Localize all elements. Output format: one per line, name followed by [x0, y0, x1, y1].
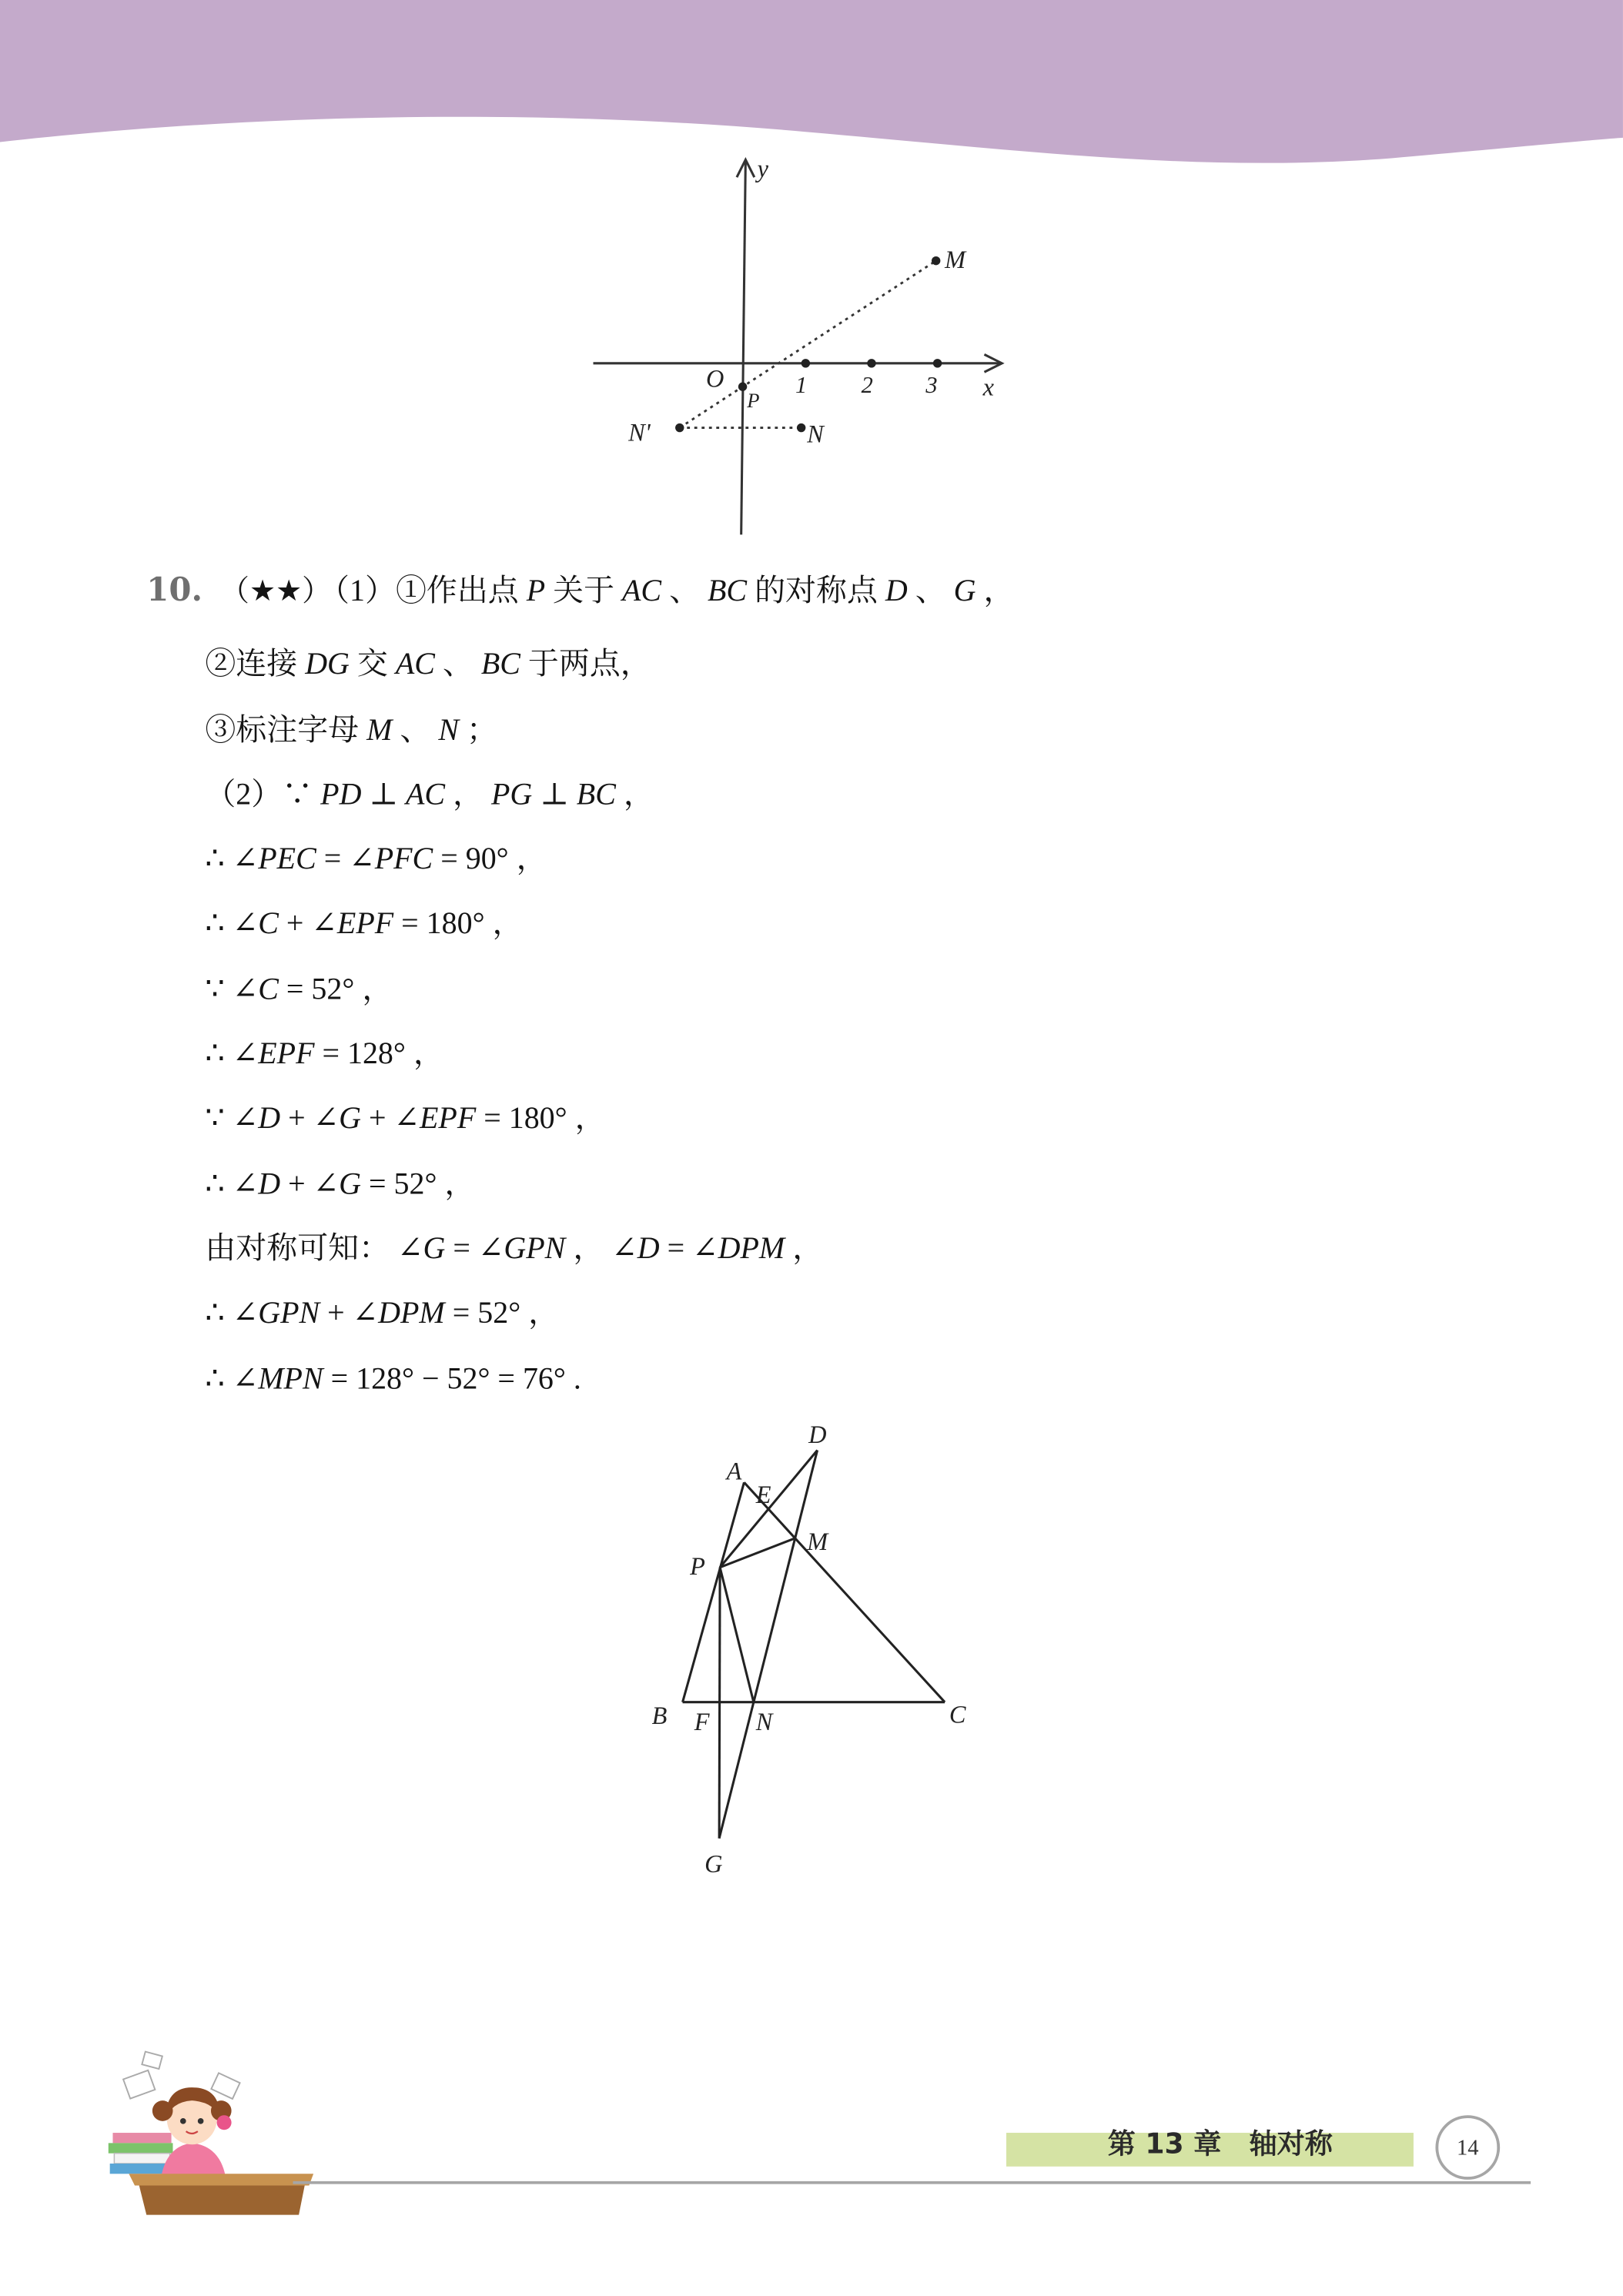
paper-sheet — [142, 2052, 162, 2069]
math-variable: GPN — [504, 1230, 566, 1266]
solution-line — [146, 956, 1014, 1021]
tick-label: 1 — [795, 371, 808, 398]
solution-line — [146, 826, 1014, 891]
solution-text: + ∠ — [280, 1165, 340, 1201]
chapter-title: 第 13 章 轴对称 — [1107, 2127, 1333, 2160]
solution-text: ∴ ∠ — [205, 1360, 259, 1396]
solution-line — [146, 1021, 1014, 1086]
tick-dot — [801, 359, 810, 367]
vertex-label-c: C — [949, 1700, 966, 1729]
solution-text: ②连接 — [205, 646, 306, 682]
segment-pn — [720, 1568, 754, 1702]
vertex-label-m: M — [807, 1527, 828, 1555]
math-variable: EPF — [258, 1036, 315, 1071]
solution-line — [146, 761, 1014, 826]
point-n-prime-dot — [675, 423, 684, 432]
desk-front — [139, 2186, 305, 2215]
page-number: 14 — [1457, 2136, 1479, 2160]
solution-text: + ∠ — [280, 1100, 340, 1136]
segment-ac — [744, 1482, 945, 1702]
solution-text: + ∠ — [278, 905, 337, 942]
math-variable: PEC — [258, 841, 316, 877]
book — [112, 2133, 171, 2143]
eye — [180, 2118, 186, 2124]
segment-ab — [683, 1482, 745, 1702]
point-n-label: N — [807, 420, 824, 448]
header-band — [0, 0, 1623, 163]
solution-line — [146, 1216, 1014, 1280]
point-p-dot — [738, 383, 747, 391]
math-variable: EPF — [420, 1100, 477, 1136]
math-variable: MPN — [258, 1360, 323, 1396]
math-variable: D — [637, 1230, 660, 1266]
solution-text: 由对称可知： ∠ — [205, 1230, 423, 1266]
solution-line — [146, 558, 1014, 623]
solution-text: ， ∠ — [565, 1230, 637, 1266]
point-m-dot — [932, 256, 940, 265]
math-variable: D — [258, 1100, 281, 1136]
solution-text: = 52° ， — [278, 970, 393, 1006]
solution-text: 、 — [434, 646, 481, 682]
solution-text: ， — [615, 776, 654, 812]
math-variable: N — [438, 711, 459, 747]
math-variable: DPM — [378, 1295, 445, 1330]
coordinate-graph — [594, 159, 1002, 534]
book — [114, 2154, 169, 2164]
math-variable: BC — [480, 646, 520, 682]
solution-text: = 128° − 52° = 76° . — [323, 1360, 581, 1396]
solution-text: = 52° ， — [360, 1165, 476, 1201]
tick-dot — [867, 359, 875, 367]
point-n-prime-label: N' — [628, 418, 651, 447]
solution-text: = 180° ， — [393, 905, 524, 942]
vertex-label-n: N — [755, 1707, 773, 1735]
math-variable: DPM — [718, 1230, 785, 1266]
vertex-label-a: A — [726, 1457, 742, 1485]
solution-text: ∴ ∠ — [205, 905, 259, 942]
solution-line — [146, 632, 1014, 697]
book — [109, 2143, 173, 2153]
math-variable: BC — [576, 776, 616, 812]
math-variable: G — [339, 1100, 361, 1136]
solution-text: ∴ ∠ — [205, 1036, 259, 1071]
math-variable: G — [339, 1165, 361, 1201]
tick-label: 2 — [861, 371, 873, 398]
solution-text: ； — [458, 711, 497, 747]
paper-sheet — [211, 2073, 239, 2099]
math-variable: PD — [320, 776, 362, 812]
point-n-dot — [797, 423, 805, 432]
solution-text: ∴ ∠ — [205, 1295, 259, 1330]
math-variable: GPN — [258, 1295, 320, 1330]
solution-text: ③标注字母 — [205, 711, 367, 747]
solution-text: ⊥ — [532, 776, 577, 812]
math-variable: BC — [708, 572, 748, 608]
dotted-line-n-prime-to-m — [680, 261, 936, 428]
math-variable: M — [366, 711, 393, 747]
hair-bun — [152, 2100, 173, 2121]
vertex-label-b: B — [651, 1702, 668, 1730]
math-variable: D — [258, 1165, 281, 1201]
solution-text: ∵ ∠ — [205, 1100, 259, 1136]
solution-text: + ∠ — [360, 1100, 420, 1136]
problem-number: 10. — [146, 571, 203, 610]
solution-text: = 180° ， — [476, 1100, 606, 1136]
math-variable: AC — [622, 572, 662, 608]
point-m-label: M — [945, 246, 966, 274]
difficulty-stars: （★★） — [219, 572, 332, 608]
solution-line — [146, 1346, 1014, 1411]
x-axis-label: x — [982, 373, 994, 401]
desk-top — [129, 2174, 313, 2185]
vertex-label-e: E — [755, 1480, 771, 1508]
solution-text: （1）①作出点 — [334, 572, 527, 608]
solution-text: = ∠ — [445, 1230, 504, 1266]
math-variable: C — [258, 905, 279, 942]
hair-clip — [217, 2115, 232, 2130]
solution-line — [146, 697, 1014, 761]
paper-sheet — [123, 2070, 155, 2099]
y-axis-label: y — [757, 155, 768, 183]
math-variable: P — [526, 572, 546, 608]
solution-text: 交 — [349, 646, 396, 682]
vertex-label-g: G — [704, 1849, 723, 1878]
math-variable: PFC — [374, 841, 433, 877]
solution-text: = 128° ， — [314, 1036, 444, 1071]
math-variable: PG — [490, 776, 533, 812]
solution-text: 、 — [907, 572, 954, 608]
origin-label: O — [706, 364, 724, 393]
math-variable: DG — [305, 646, 350, 682]
solution-text: = 90° ， — [433, 841, 547, 877]
solution-text: = ∠ — [659, 1230, 718, 1266]
solution-text: 于两点， — [520, 646, 651, 682]
solution-text: ， — [785, 1230, 824, 1266]
tick-label: 3 — [925, 371, 938, 398]
solution-text: ⊥ — [361, 776, 406, 812]
math-variable: AC — [395, 646, 435, 682]
math-variable: C — [258, 970, 279, 1006]
vertex-label-d: D — [808, 1420, 827, 1448]
solution-text: + ∠ — [320, 1295, 379, 1330]
solution-line — [146, 1151, 1014, 1216]
solution-text: ∵ ∠ — [205, 970, 259, 1006]
solution-line — [146, 892, 1014, 956]
solution-text: 、 — [392, 711, 439, 747]
solution-text: 、 — [661, 572, 708, 608]
math-variable: D — [885, 572, 908, 608]
vertex-label-f: F — [694, 1707, 710, 1735]
vertex-label-p: P — [690, 1552, 705, 1581]
solution-line — [146, 1086, 1014, 1150]
math-variable: G — [423, 1230, 446, 1266]
solution-line — [146, 1280, 1014, 1345]
solution-text: ∴ ∠ — [205, 841, 259, 877]
triangle-figure — [683, 1450, 945, 1838]
y-axis — [741, 159, 746, 534]
math-variable: AC — [405, 776, 446, 812]
point-p-label: P — [747, 388, 760, 412]
solution-text: 的对称点 — [747, 572, 885, 608]
math-variable: G — [953, 572, 976, 608]
solution-text: = 52° ， — [444, 1295, 560, 1330]
segment-pg — [719, 1568, 720, 1839]
solution-text: ∴ ∠ — [205, 1165, 259, 1201]
girl-reading-illustration — [109, 2052, 313, 2215]
solution-text: ， — [445, 776, 491, 812]
tick-dot — [933, 359, 942, 367]
solution-text: （2）∵ — [205, 776, 321, 812]
solution-block — [146, 558, 1014, 1411]
solution-text: = ∠ — [316, 841, 375, 877]
solution-text: ， — [975, 572, 1015, 608]
eye — [198, 2118, 204, 2124]
solution-text: 关于 — [545, 572, 623, 608]
math-variable: EPF — [336, 905, 394, 942]
